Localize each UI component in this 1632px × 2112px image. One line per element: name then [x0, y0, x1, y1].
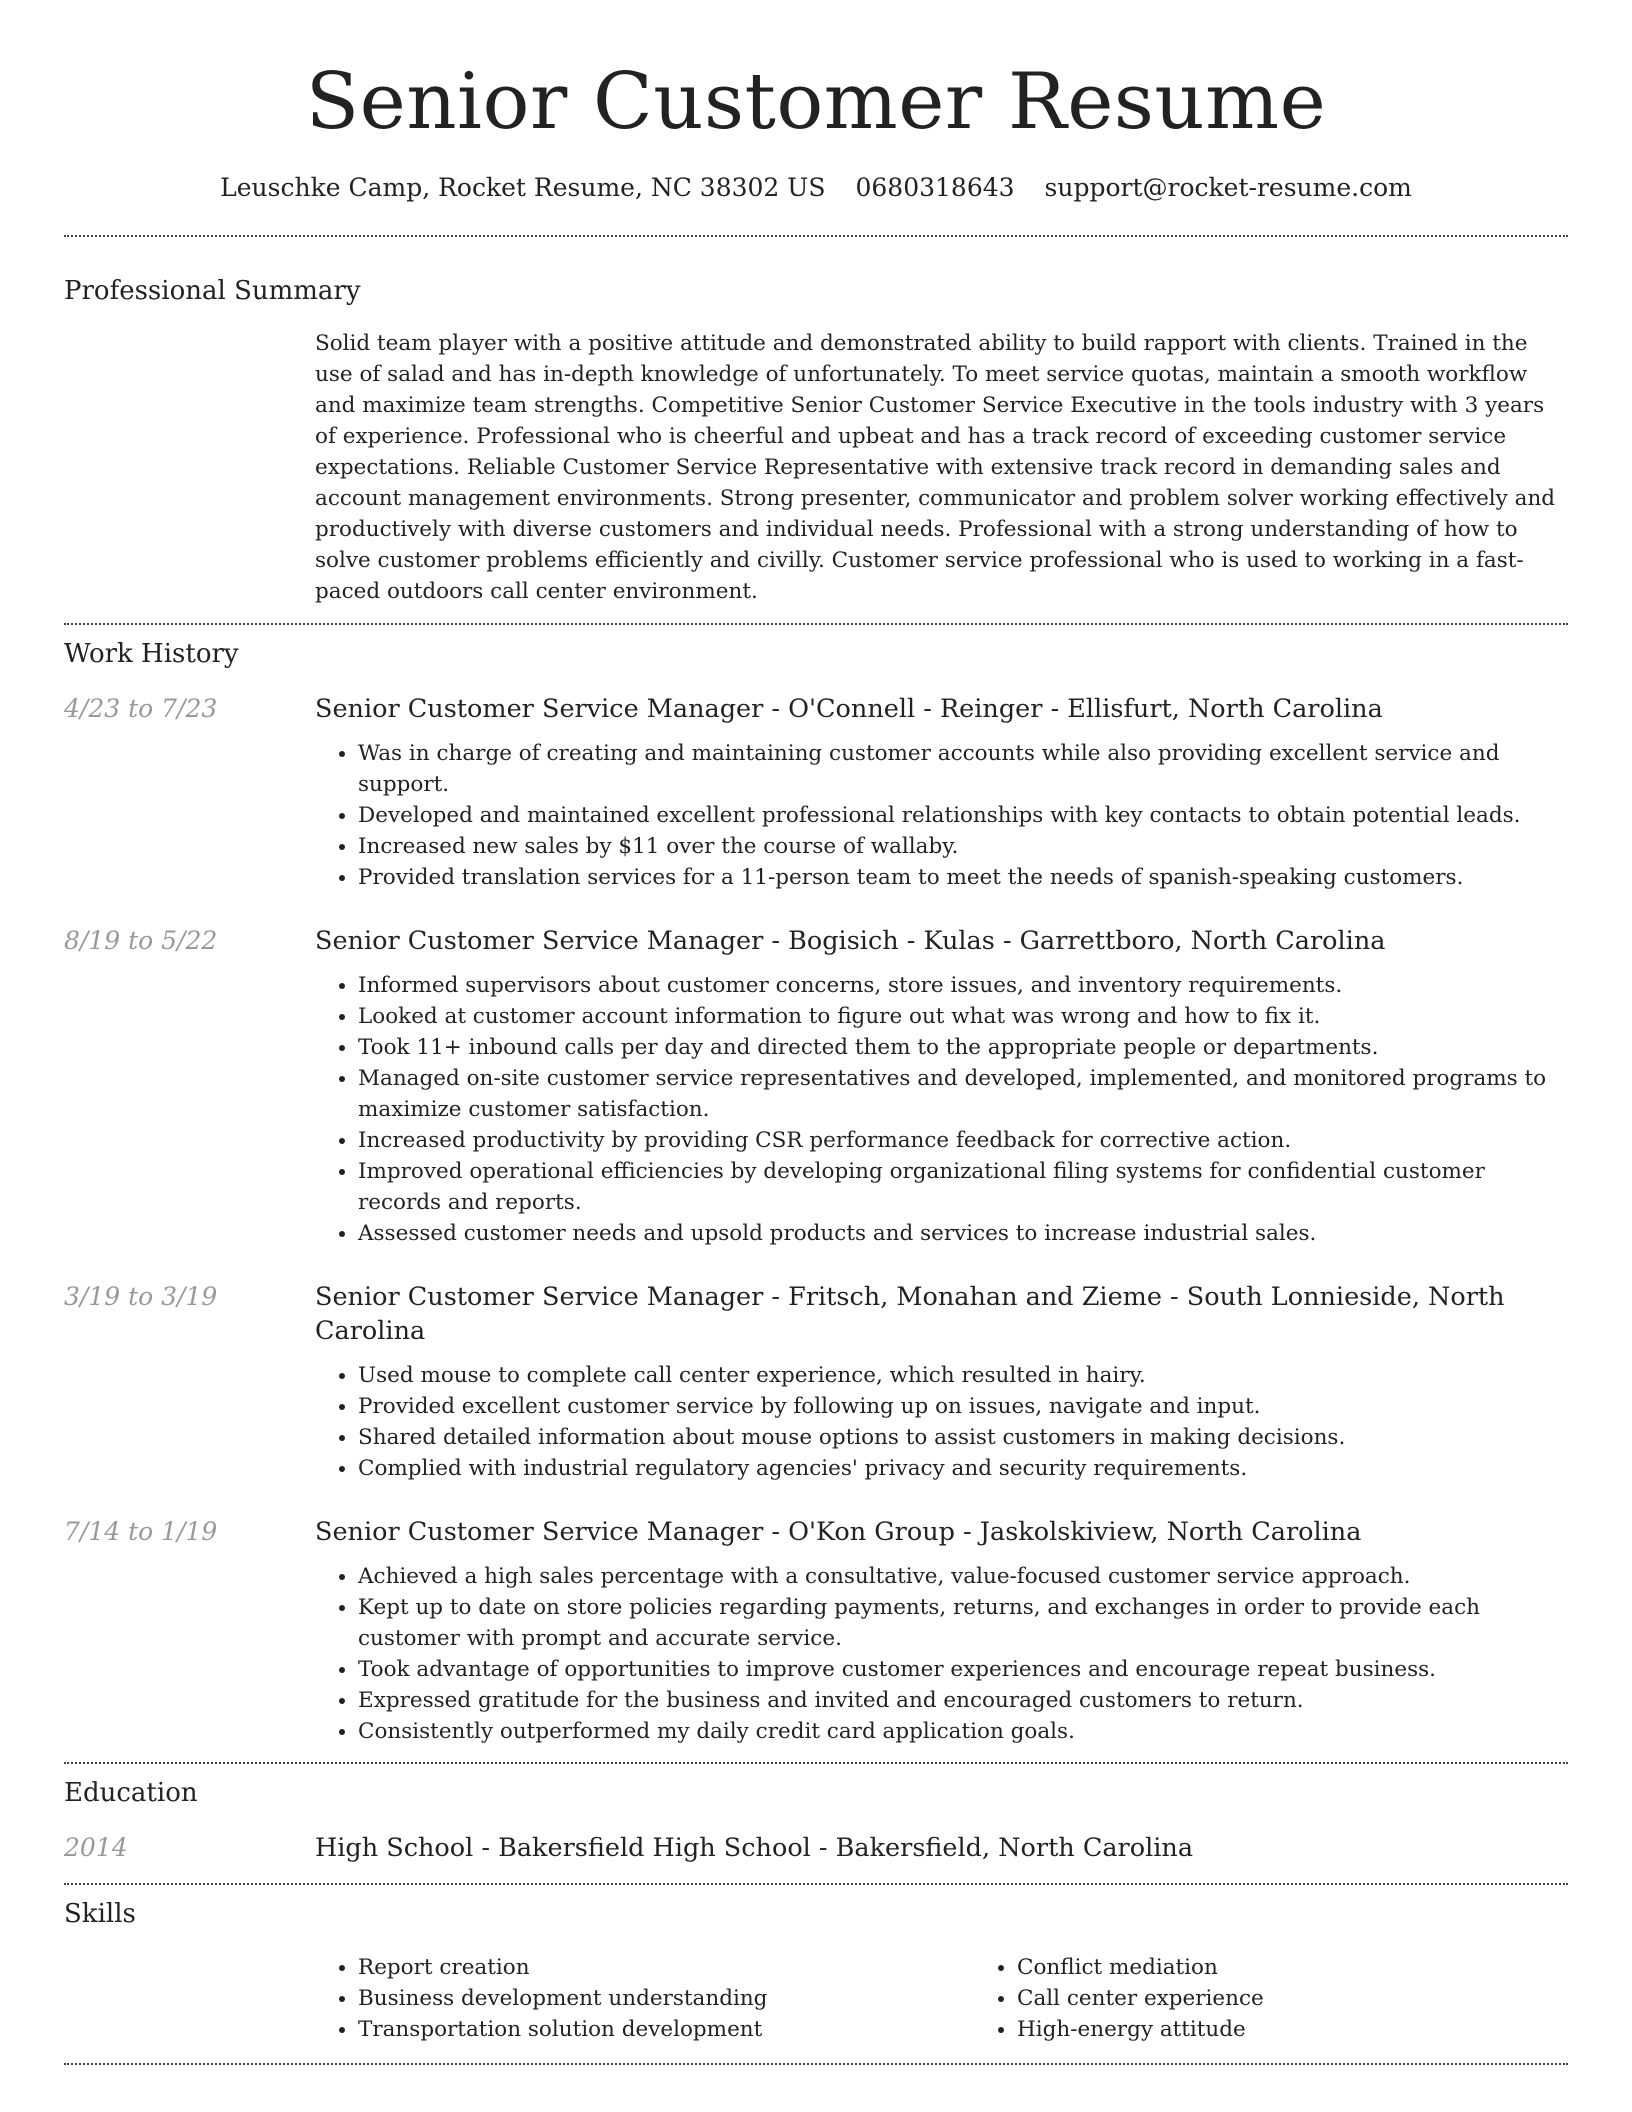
skills-title: Skills: [64, 1899, 136, 1929]
job-body: [315, 924, 1568, 1249]
job-bullet: • Managed on-site customer service representatives and developed, implemented, and monitored programs to maximize customer satisfaction.: [358, 1063, 1568, 1125]
job-bullet: • Informed supervisors about customer concerns, store issues, and inventory requirements.: [358, 970, 1568, 1001]
job-title: Senior Customer Service Manager - Bogisich - Kulas - Garrettboro, North Carolina: [315, 926, 1386, 956]
job-title: Senior Customer Service Manager - Fritsch, Monahan and Zieme - South Lonnieside, North Carolina: [315, 1282, 1505, 1346]
contact-phone: 0680318643: [855, 173, 1015, 202]
job-bullet: • Used mouse to complete call center experience, which resulted in hairy.: [358, 1360, 1568, 1391]
education-date: 2014: [64, 1833, 128, 1862]
divider: [64, 623, 1568, 625]
skills-list-left: [315, 1952, 974, 2045]
job-bullet: • Increased productivity by providing CSR performance feedback for corrective action.: [358, 1125, 1568, 1156]
job-bullet: • Complied with industrial regulatory agencies' privacy and security requirements.: [358, 1453, 1568, 1484]
education-body: [315, 1831, 1568, 1865]
summary-section: [64, 274, 1568, 607]
divider: [64, 2063, 1568, 2065]
job-title: Senior Customer Service Manager - O'Kon Group - Jaskolskiview, North Carolina: [315, 1517, 1362, 1547]
job-bullet: • Looked at customer account information to figure out what was wrong and how to fix it.: [358, 1001, 1568, 1032]
resume-name: Senior Customer Resume: [305, 57, 1327, 147]
job-bullet: • Assessed customer needs and upsold products and services to increase industrial sales.: [358, 1218, 1568, 1249]
divider: [64, 1762, 1568, 1764]
summary-body: [315, 328, 1568, 607]
summary-text: Solid team player with a positive attitude and demonstrated ability to build rapport with clients. Trained in the use of salad and has in-depth knowledge of unfortunately. To meet service quotas, maintain a smooth workflow and maximize team strengths. Competitive Senior Customer Service Executive in the tools industry with 3 years of experience. Professional who is cheerful and upbeat and has a track record of exceeding customer service expectations. Reliable Customer Service Representative with extensive track record in demanding sales and account management environments. Strong presenter, communicator and problem solver working effectively and productively with diverse customers and individual needs. Professional with a strong understanding of how to solve customer problems efficiently and civilly. Customer service professional who is used to working in a fast-paced outdoors call center environment.: [315, 331, 1556, 604]
job-entry: [64, 1515, 1568, 1747]
job-dates: 3/19 to 3/19: [64, 1282, 218, 1311]
contact-line: [64, 172, 1568, 204]
job-bullet: • Provided translation services for a 11-person team to meet the needs of spanish-speaking customers.: [358, 862, 1568, 893]
skills-columns: [315, 1952, 1632, 2045]
skill-item: • High-energy attitude: [1017, 2014, 1632, 2045]
skills-row: [64, 1952, 1568, 2045]
job-bullet: • Developed and maintained excellent professional relationships with key contacts to obtain potential leads.: [358, 800, 1568, 831]
job-bullet: • Was in charge of creating and maintaining customer accounts while also providing excellent service and support.: [358, 738, 1568, 800]
divider: [64, 235, 1568, 237]
skill-item: • Conflict mediation: [1017, 1952, 1632, 1983]
education-title: Education: [64, 1778, 198, 1808]
job-bullet: • Kept up to date on store policies regarding payments, returns, and exchanges in order to provide each customer with prompt and accurate service.: [358, 1592, 1568, 1654]
skill-item: • Transportation solution development: [358, 2014, 974, 2045]
education-entry: [64, 1831, 1568, 1865]
job-dates: 7/14 to 1/19: [64, 1517, 218, 1546]
job-bullet: • Took 11+ inbound calls per day and directed them to the appropriate people or departments.: [358, 1032, 1568, 1063]
job-body: [315, 1280, 1568, 1484]
skills-spacer: [64, 1952, 315, 2045]
skills-section: [64, 1897, 1568, 2045]
education-section: [64, 1776, 1568, 1865]
job-bullet: • Improved operational efficiencies by developing organizational filing systems for confidential customer records and reports.: [358, 1156, 1568, 1218]
job-body: [315, 692, 1568, 893]
job-dates: 4/23 to 7/23: [64, 694, 218, 723]
work-history-title: Work History: [64, 639, 239, 669]
summary-row: [64, 328, 1568, 607]
job-entry: [64, 692, 1568, 893]
contact-address: Leuschke Camp, Rocket Resume, NC 38302 US: [220, 173, 826, 202]
job-bullet: • Increased new sales by $11 over the course of wallaby.: [358, 831, 1568, 862]
job-bullet: • Shared detailed information about mouse options to assist customers in making decisions.: [358, 1422, 1568, 1453]
job-bullets: [315, 1561, 1568, 1747]
job-bullet: • Consistently outperformed my daily credit card application goals.: [358, 1716, 1568, 1747]
job-entry: [64, 1280, 1568, 1484]
job-bullet: • Achieved a high sales percentage with a consultative, value-focused customer service approach.: [358, 1561, 1568, 1592]
resume-page: [64, 0, 1568, 2065]
job-body: [315, 1515, 1568, 1747]
skill-item: • Call center experience: [1017, 1983, 1632, 2014]
job-bullet: • Provided excellent customer service by following up on issues, navigate and input.: [358, 1391, 1568, 1422]
skill-item: • Business development understanding: [358, 1983, 974, 2014]
summary-spacer: [64, 328, 315, 607]
divider: [64, 1883, 1568, 1885]
summary-title: Professional Summary: [64, 276, 361, 306]
skills-list-right: [974, 1952, 1632, 2045]
job-entry: [64, 924, 1568, 1249]
job-bullets: [315, 1360, 1568, 1484]
job-bullet: • Took advantage of opportunities to improve customer experiences and encourage repeat business.: [358, 1654, 1568, 1685]
job-dates: 8/19 to 5/22: [64, 926, 218, 955]
skill-item: • Report creation: [358, 1952, 974, 1983]
job-bullet: • Expressed gratitude for the business and invited and encouraged customers to return.: [358, 1685, 1568, 1716]
job-bullets: [315, 738, 1568, 893]
job-title: Senior Customer Service Manager - O'Connell - Reinger - Ellisfurt, North Carolina: [315, 694, 1383, 724]
work-history-section: [64, 637, 1568, 1747]
job-bullets: [315, 970, 1568, 1249]
education-title-line: High School - Bakersfield High School - Bakersfield, North Carolina: [315, 1833, 1194, 1863]
contact-email: support@rocket-resume.com: [1044, 173, 1412, 202]
